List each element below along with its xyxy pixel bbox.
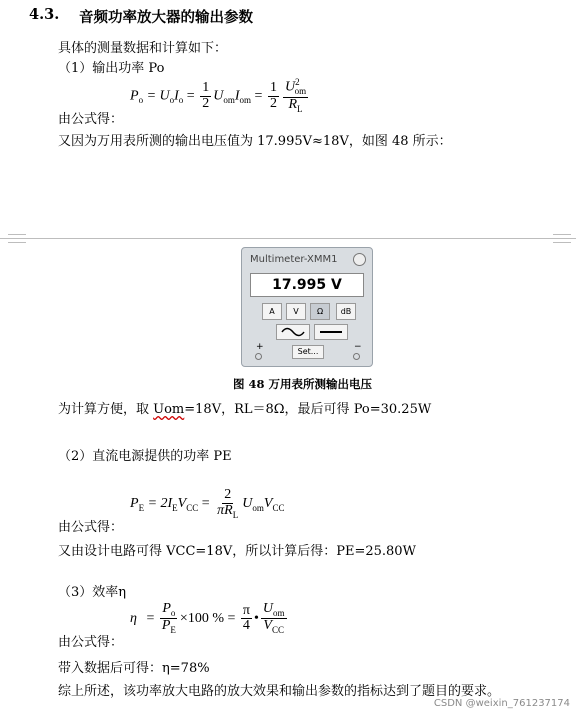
part1-heading: （1）输出功率 Po [58, 61, 165, 76]
part2-heading: （2）直流电源提供的功率 PE [58, 449, 232, 464]
section-title: 音频功率放大器的输出参数 [79, 9, 253, 26]
f3-fraction: $\frac{P_o}{P_E}$ [161, 601, 176, 636]
efficiency-formula: η = $\frac{P_o}{P_E}$ ×100 % = $\frac{\pi}{4}$ • $\frac{U_{om}}{V_{CC}}$ [130, 601, 285, 636]
section-number: 4.3. [29, 6, 60, 23]
page-break-line [0, 238, 576, 239]
dc-button [314, 324, 348, 340]
conclusion-text: 综上所述，该功率放大电路的放大效果和输出参数的指标达到了题目的要求。 [58, 684, 501, 699]
f1-eq1-sub: o [169, 95, 175, 106]
f1-eq1: = U [146, 88, 170, 104]
f1-iom: I [234, 88, 240, 104]
f1-ratio: $\frac{U^2_{om}}{R_L}$ [284, 77, 307, 114]
calc-text: 为计算方便，取 Uom=18V，RL＝8Ω，最后可得 Po=30.25W [58, 402, 432, 417]
part1-formula-lead: 由公式得： [58, 112, 124, 127]
multimeter-title: Multimeter-XMM1 [250, 254, 338, 265]
margin-marker-right [553, 234, 571, 243]
power-formula: $P_o = U_oI_o$ = $\frac{1}{2}$ $U_{om}I_{om}$ = $\frac{1}{2}$ $\frac{U^2_{om}}{R_L}$ [130, 77, 307, 114]
plus-terminal [255, 353, 262, 360]
f3-ratio: $\frac{U_{om}}{V_{CC}}$ [262, 601, 285, 636]
part3-text: 带入数据后可得：η=78% [58, 661, 210, 676]
figure-caption: 图 48 万用表所测输出电压 [233, 377, 373, 391]
sine-wave-icon [277, 325, 309, 339]
minus-terminal [353, 353, 360, 360]
multimeter-reading: 17.995 V [250, 273, 364, 297]
plus-terminal-label: + [256, 342, 264, 352]
db-button: dB [336, 303, 356, 320]
f1-eq2: = [186, 88, 195, 104]
part3-heading: （3）效率η [58, 585, 127, 600]
f1-eq3: = [254, 88, 263, 104]
part2-text: 又由设计电路可得 VCC=18V，所以计算后得：PE=25.80W [58, 544, 416, 559]
f1-eq1b-sub: o [178, 95, 184, 106]
f1-uom: U [213, 88, 224, 104]
volt-button: V [286, 303, 306, 320]
amp-button: A [262, 303, 282, 320]
dc-power-formula: $P_E = 2I_EV_{CC}$ = $\frac{2}{\pi R_L}$ $U_{om}V_{CC}$ [130, 487, 285, 520]
watermark: CSDN @weixin_761237174 [433, 698, 570, 709]
f1-lhs: P [130, 88, 139, 104]
intro-text: 具体的测量数据和计算如下： [58, 41, 228, 56]
f1-half: $\frac{1}{2}$ [202, 79, 210, 111]
dc-line-icon [315, 325, 347, 339]
f1-eq1b: I [174, 88, 179, 104]
f3-pi-fraction: $\frac{\pi}{4}$ [242, 602, 250, 634]
f1-lhs-sub: o [138, 95, 144, 106]
part2-formula-lead: 由公式得： [58, 520, 124, 535]
uom-term: Uom [153, 402, 185, 417]
f1-half2: $\frac{1}{2}$ [269, 79, 277, 111]
margin-marker-left [8, 234, 26, 243]
f2-fraction: $\frac{2}{\pi R_L}$ [217, 487, 239, 520]
part3-formula-lead: 由公式得： [58, 635, 124, 650]
multimeter-figure [241, 247, 373, 367]
minus-terminal-label: − [354, 342, 362, 352]
set-button: Set... [292, 345, 324, 359]
ac-wave-button [276, 324, 310, 340]
ohm-button: Ω [310, 303, 330, 320]
part1-text: 又因为万用表所测的输出电压值为 17.995V≈18V，如图 48 所示： [58, 134, 452, 149]
close-icon [353, 253, 366, 266]
